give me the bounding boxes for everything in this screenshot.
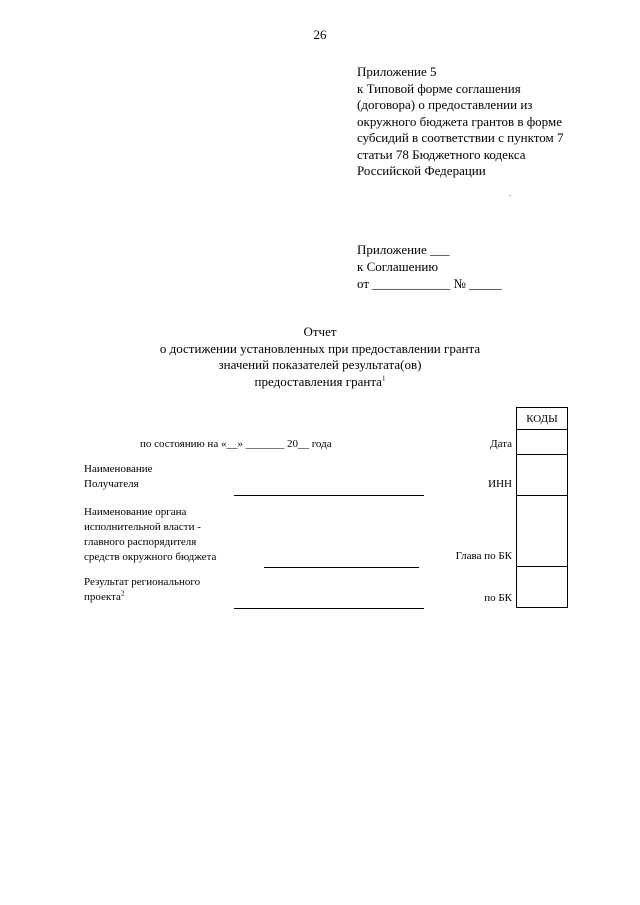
inn-code-label: ИНН — [488, 478, 512, 490]
glava-code-cell[interactable] — [517, 496, 568, 567]
recipient-name-field[interactable] — [234, 495, 424, 496]
title-line: Отчет — [303, 324, 337, 339]
project-label-line1: Результат регионального — [84, 576, 201, 588]
appendix-line: окружного бюджета грантов в форме — [357, 113, 562, 129]
codes-table — [516, 407, 568, 608]
appendix-line: (договора) о предоставлении из — [357, 97, 533, 112]
agreement-line: к Соглашению — [357, 259, 439, 274]
appendix-line: Приложение 5 — [357, 64, 437, 79]
title-line: о достижении установленных при предоставлении гранта — [159, 340, 481, 356]
appendix-line: Российской Федерации — [357, 163, 486, 178]
footnote-marker: 1 — [381, 374, 386, 383]
as-of-date-line: по состоянию на «__» _______ 20__ года — [140, 438, 332, 450]
agreement-reference — [357, 241, 502, 292]
agreement-line: от ____________ № _____ — [357, 276, 502, 291]
title-line-text: предоставления гранта — [254, 373, 382, 389]
bk-code-cell[interactable] — [517, 567, 568, 608]
authority-label-line3: главного распорядителя — [84, 536, 197, 548]
authority-label-line4: средств окружного бюджета — [84, 551, 217, 563]
recipient-label-line2: Получателя — [84, 478, 139, 490]
footnote-marker: 2 — [120, 589, 125, 598]
project-result-field[interactable] — [234, 608, 424, 609]
title-line — [0, 374, 640, 391]
title-line: значений показателей результата(ов) — [218, 357, 422, 372]
project-label-text: проекта — [84, 591, 121, 603]
appendix-line: к Типовой форме соглашения — [357, 80, 521, 96]
authority-name-field[interactable] — [264, 567, 419, 568]
project-label-line2 — [84, 590, 124, 604]
recipient-label-line1: Наименование — [84, 463, 153, 475]
bk-code-label: по БК — [484, 592, 512, 604]
agreement-line: Приложение ___ — [357, 242, 450, 257]
page-number: 26 — [313, 27, 327, 42]
appendix-line: субсидий в соответствии с пунктом 7 — [357, 130, 564, 145]
codes-header: КОДЫ — [517, 408, 568, 430]
authority-label-line2: исполнительной власти - — [84, 521, 201, 533]
appendix-header — [357, 64, 563, 180]
date-code-label: Дата — [490, 438, 512, 450]
scan-speck — [509, 195, 511, 196]
appendix-line: статьи 78 Бюджетного кодекса — [357, 146, 526, 162]
date-code-cell[interactable] — [517, 430, 568, 455]
inn-code-cell[interactable] — [517, 455, 568, 496]
report-title — [0, 324, 640, 390]
authority-label-line1: Наименование органа — [84, 506, 187, 518]
glava-code-label: Глава по БК — [455, 550, 512, 562]
